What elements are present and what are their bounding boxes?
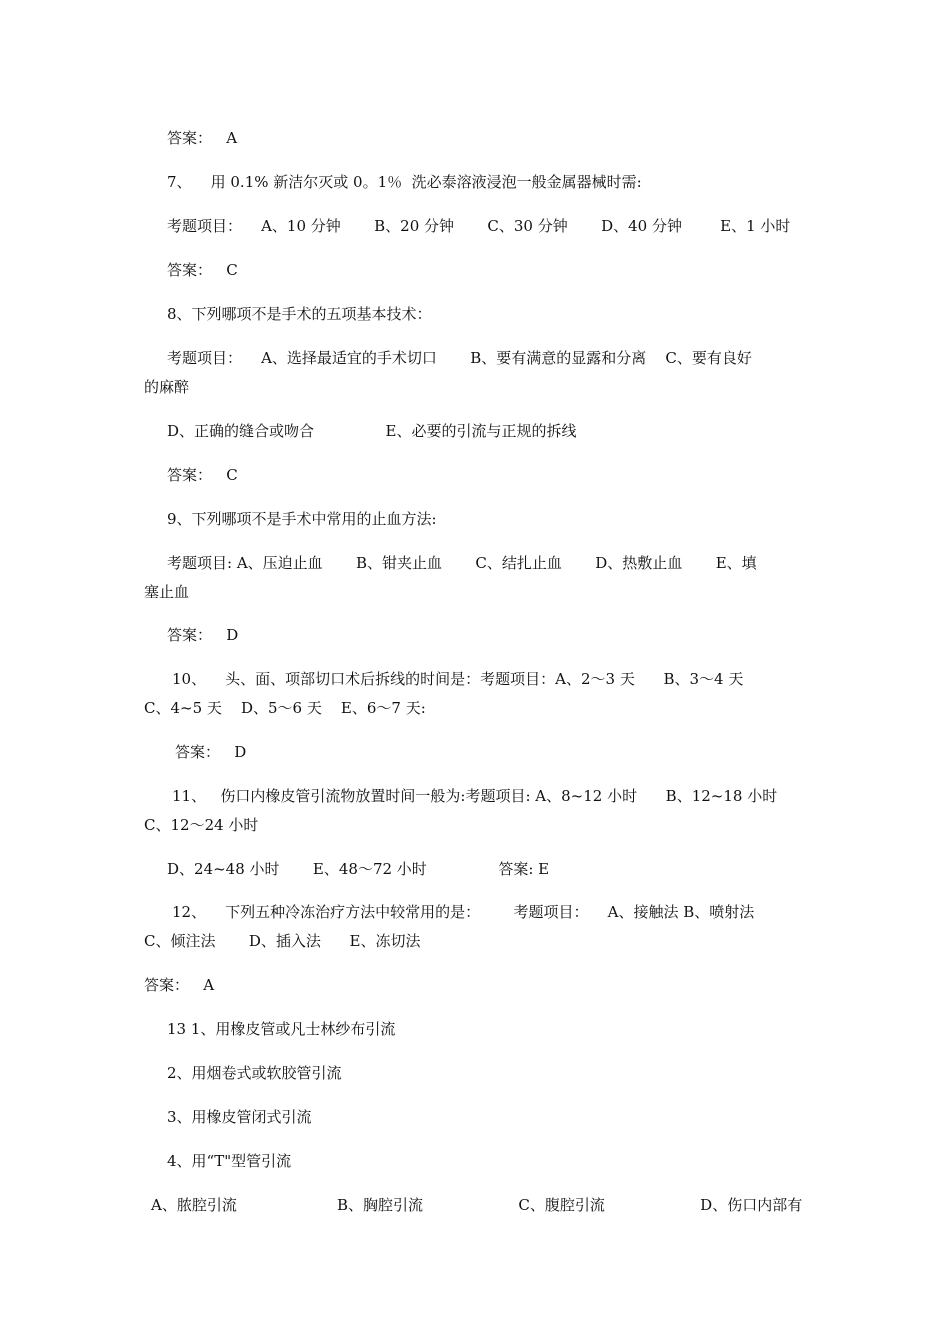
question-11-line3: D、24~48 小时 E、48～72 小时 答案: E [167, 860, 550, 878]
question-8-options-line3: D、正确的缝合或吻合 E、必要的引流与正规的拆线 [167, 422, 577, 440]
question-8: 8、下列哪项不是手术的五项基本技术： [167, 305, 432, 323]
question-12-line1: 12、 下列五种冷冻治疗方法中较常用的是： 考题项目： A、接触法 B、喷射法 [172, 903, 755, 921]
answer-10: 答案： D [175, 743, 247, 761]
answer-9: 答案： D [167, 626, 239, 644]
answer-7: 答案： C [167, 261, 238, 279]
question-8-options-line2: 的麻醉 [144, 378, 190, 396]
question-13-item3: 3、用橡皮管闭式引流 [167, 1108, 312, 1126]
question-11-line1: 11、 伤口内橡皮管引流物放置时间一般为:考题项目: A、8~12 小时 B、12~18 小时 [172, 787, 778, 805]
answer-8: 答案： C [167, 466, 238, 484]
question-13-options: A、脓腔引流 B、胸腔引流 C、腹腔引流 D、伤口内部有 [151, 1196, 803, 1214]
question-11-line2: C、12～24 小时 [144, 816, 259, 834]
answer-6: 答案： A [167, 129, 238, 147]
question-8-options-line1: 考题项目： A、选择最适宜的手术切口 B、要有满意的显露和分离 C、要有良好 [167, 349, 752, 367]
question-10-line1: 10、 头、面、项部切口术后拆线的时间是：考题项目：A、2～3 天 B、3～4 天 [172, 670, 744, 688]
question-12-line2: C、倾注法 D、插入法 E、冻切法 [144, 932, 421, 950]
question-9-options-line1: 考题项目: A、压迫止血 B、钳夹止血 C、结扎止血 D、热敷止血 E、填 [167, 554, 757, 572]
answer-12: 答案： A [144, 976, 215, 994]
question-9: 9、下列哪项不是手术中常用的止血方法: [167, 510, 437, 528]
question-7: 7、 用 0.1% 新洁尔灭或 0。1％ 洗必泰溶液浸泡一般金属器械时需: [167, 173, 642, 191]
question-10-line2: C、4~5 天 D、5～6 天 E、6～7 天: [144, 699, 426, 717]
question-9-options-line2: 塞止血 [144, 583, 190, 601]
question-13-item1: 13 1、用橡皮管或凡士林纱布引流 [167, 1020, 396, 1038]
question-13-item4: 4、用“T"型管引流 [167, 1152, 292, 1170]
question-7-options: 考题项目： A、10 分钟 B、20 分钟 C、30 分钟 D、40 分钟 E、1 小时 [167, 217, 791, 235]
question-13-item2: 2、用烟卷式或软胶管引流 [167, 1064, 342, 1082]
